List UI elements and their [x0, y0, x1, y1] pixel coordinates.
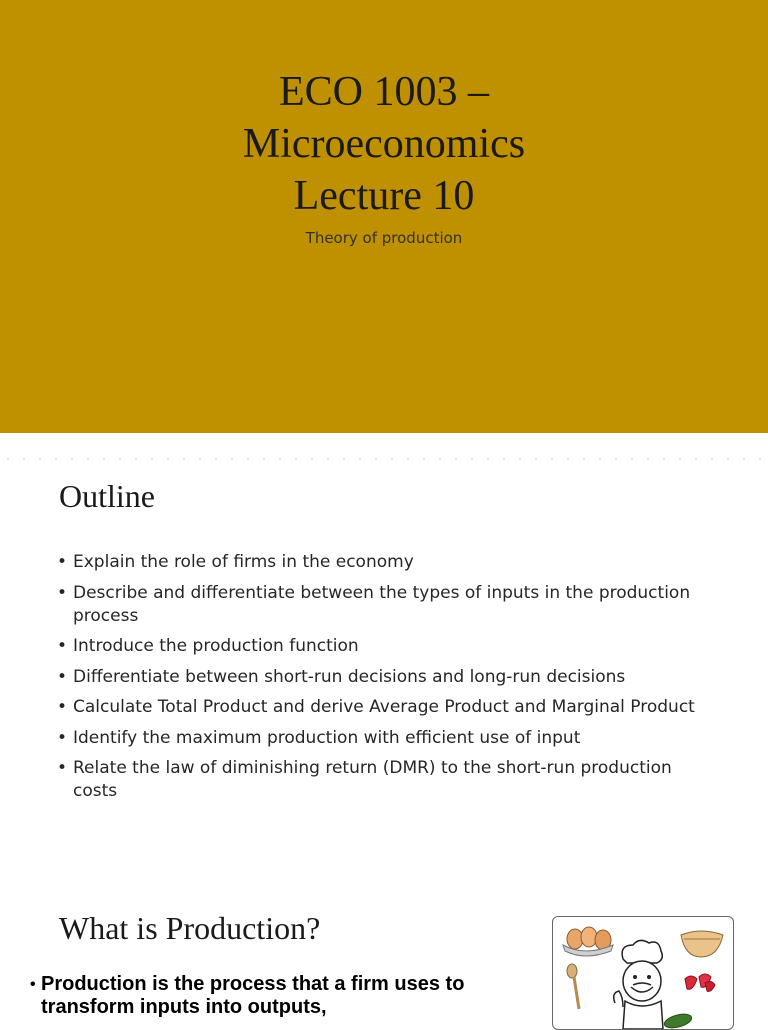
bowl-icon: [681, 931, 723, 957]
outline-item: • Relate the law of diminishing return (DMR) to the short-run production costs: [57, 757, 717, 803]
title-line-2: Microeconomics: [242, 121, 526, 167]
strawberry-icon: [685, 976, 697, 989]
slide-title: [0, 66, 768, 222]
egg-icon: [567, 929, 583, 949]
strawberry-icon: [705, 981, 715, 991]
outline-item: • Calculate Total Product and derive Average Product and Marginal Product: [57, 696, 717, 719]
slide-subtitle: Theory of production: [305, 229, 463, 247]
title-slide: [0, 0, 768, 433]
production-heading: What is Production?: [59, 910, 321, 946]
outline-list: [57, 551, 717, 811]
outline-item: • Explain the role of firms in the economy: [57, 551, 717, 574]
chef-illustration: [553, 917, 733, 1029]
chef-face-icon: [623, 961, 661, 1001]
title-line-3: Lecture 10: [293, 173, 475, 219]
title-line-1: ECO 1003 –: [279, 69, 489, 115]
production-term: Production: [41, 973, 147, 995]
outline-item: • Introduce the production function: [57, 635, 717, 658]
cucumber-icon: [663, 1012, 693, 1029]
outline-item: • Describe and differentiate between the types of inputs in the production process: [57, 582, 717, 628]
outline-item: • Identify the maximum production with efficient use of input: [57, 727, 717, 750]
chef-hat-icon: [622, 940, 662, 963]
slide-divider: [0, 458, 768, 460]
production-definition-text: is the process that a firm uses to transform inputs into outputs,: [41, 973, 465, 1018]
chef-with-ingredients-icon: [552, 916, 734, 1030]
outline-heading: Outline: [59, 478, 155, 514]
spoon-icon: [567, 964, 577, 978]
chef-hand-icon: [614, 991, 623, 1007]
production-definition: [30, 973, 511, 1019]
egg-icon: [581, 927, 597, 947]
outline-item: • Differentiate between short-run decisions and long-run decisions: [57, 666, 717, 689]
